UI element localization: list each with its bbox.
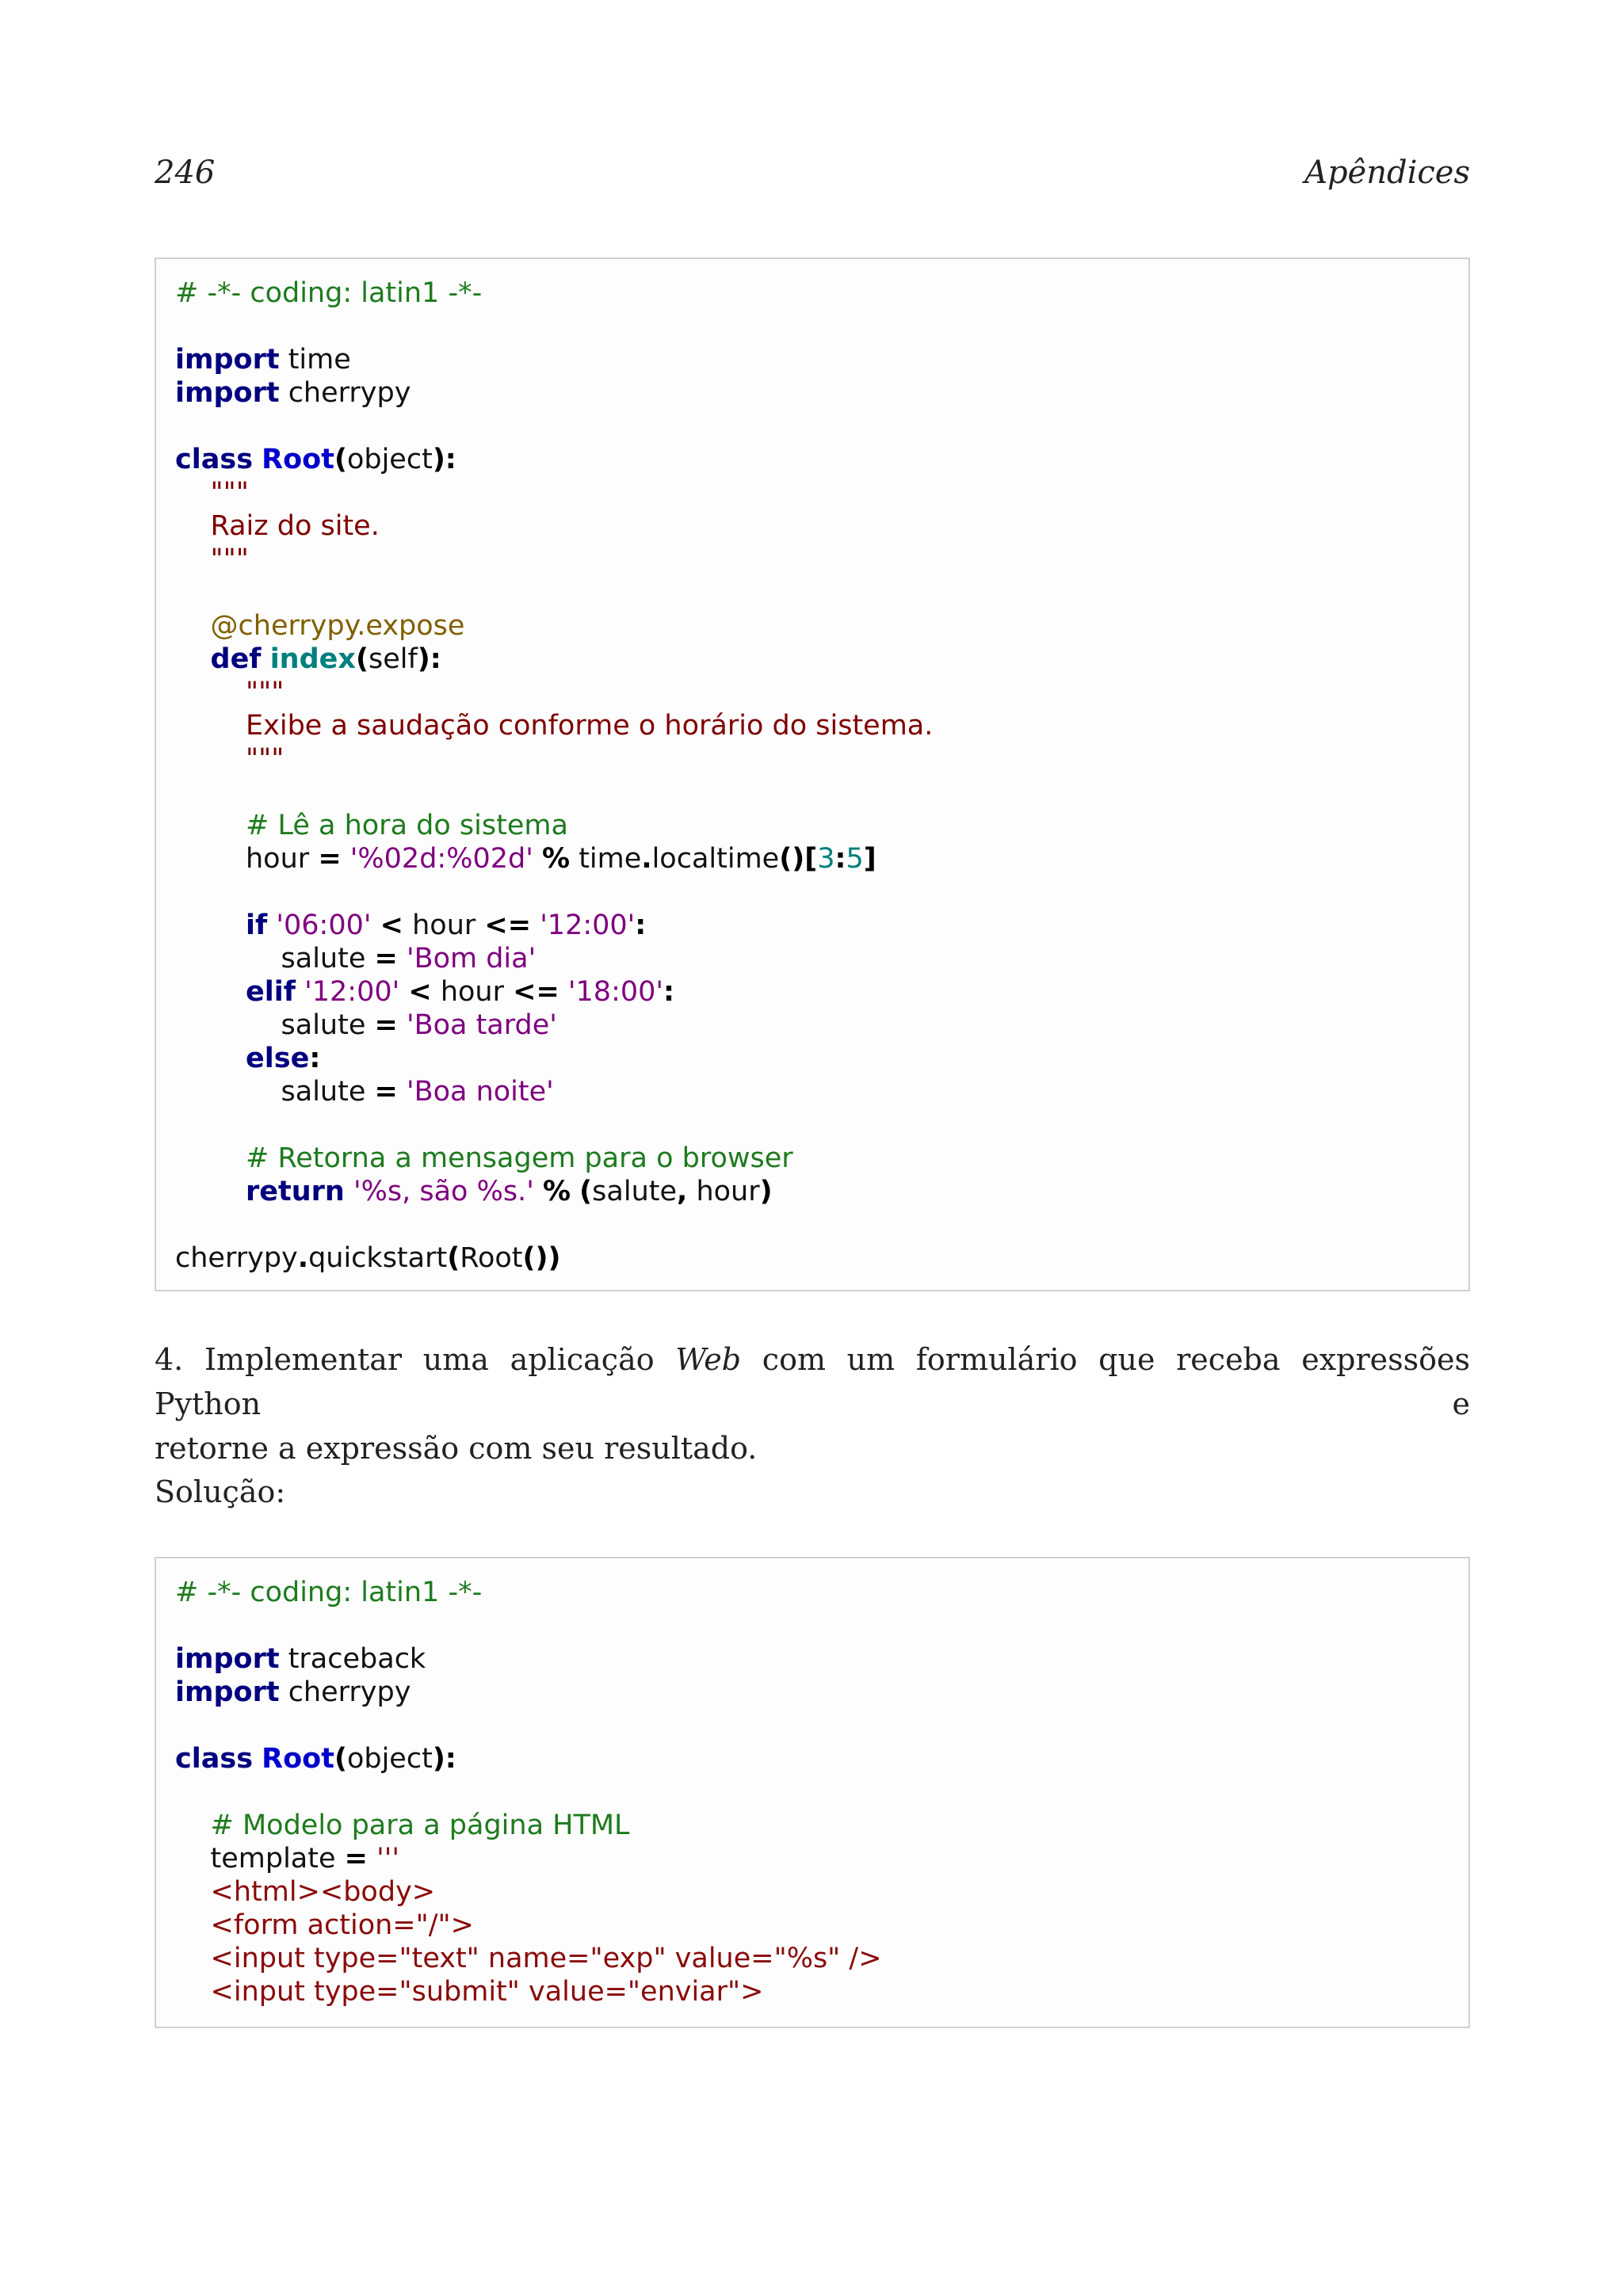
code-line <box>175 875 1449 909</box>
code-token-op: < <box>380 910 403 941</box>
code-line <box>175 1042 1449 1075</box>
code-token-plain <box>534 1176 543 1207</box>
code-token-str: '18:00' <box>567 976 664 1008</box>
code-token-op: : <box>635 910 647 941</box>
code-line <box>175 909 1449 942</box>
code-token-plain <box>175 910 246 941</box>
code-token-plain: hour <box>431 976 514 1008</box>
code-listing-1 <box>155 257 1470 1291</box>
code-line <box>175 676 1449 709</box>
code-token-plain: cherrypy <box>279 377 411 409</box>
code-token-plain: object <box>346 444 433 475</box>
code-token-plain <box>345 1176 353 1207</box>
code-token-plain <box>175 1909 211 1941</box>
code-token-plain: template <box>175 1843 345 1875</box>
code-token-kw: class <box>175 1743 254 1775</box>
code-token-plain <box>175 510 211 542</box>
code-line <box>175 643 1449 676</box>
code-token-fn: index <box>269 643 356 675</box>
code-token-plain <box>175 477 211 509</box>
code-token-plain: salute <box>175 943 375 974</box>
code-token-str: 'Boa noite' <box>406 1076 554 1108</box>
code-token-op: = <box>318 843 342 875</box>
code-token-plain <box>175 743 246 775</box>
code-token-plain <box>342 843 350 875</box>
code-token-plain <box>372 910 380 941</box>
code-token-op: ): <box>432 1743 456 1775</box>
code-token-plain <box>398 1009 407 1041</box>
code-token-plain: object <box>346 1743 433 1775</box>
code-token-plain <box>175 1043 246 1074</box>
code-line <box>175 809 1449 842</box>
code-token-html: <html><body> <box>210 1876 436 1908</box>
code-token-kw: elif <box>246 976 296 1008</box>
code-token-plain <box>175 677 246 708</box>
code-token-plain <box>175 543 211 575</box>
code-token-plain <box>399 976 408 1008</box>
code-token-kw: import <box>175 1643 280 1675</box>
code-token-op: % <box>542 1176 571 1207</box>
code-token-kw: def <box>210 643 262 675</box>
code-line <box>175 776 1449 809</box>
paragraph-text: com um formulário que receba expressões Python e <box>155 1342 1470 1421</box>
code-token-op: ( <box>334 1743 347 1775</box>
code-token-op: ( <box>579 1176 593 1207</box>
code-token-plain <box>175 643 211 675</box>
code-token-comment: # Lê a hora do sistema <box>246 810 568 841</box>
code-token-plain <box>175 1976 211 2008</box>
code-token-plain <box>296 976 304 1008</box>
code-line <box>175 709 1449 742</box>
page-number: 246 <box>155 154 216 191</box>
code-line <box>175 576 1449 609</box>
code-line <box>175 609 1449 643</box>
code-token-num: 3 <box>817 843 835 875</box>
code-line <box>175 509 1449 543</box>
exercise-4-paragraph <box>155 1337 1470 1470</box>
code-line <box>175 376 1449 410</box>
code-token-doc: """ <box>246 743 285 775</box>
running-head <box>155 154 1470 191</box>
code-token-op: . <box>641 843 652 875</box>
code-line <box>175 1642 1449 1676</box>
code-token-plain <box>571 1176 579 1207</box>
code-line <box>175 1175 1449 1208</box>
code-token-str: 'Bom dia' <box>406 943 537 974</box>
code-token-str: '%02d:%02d' <box>349 843 533 875</box>
code-token-plain <box>175 610 211 642</box>
code-token-str: '12:00' <box>540 910 636 941</box>
code-token-plain: cherrypy <box>175 1242 298 1274</box>
code-token-plain: traceback <box>279 1643 426 1675</box>
code-line <box>175 443 1449 476</box>
code-token-op: ()[ <box>779 843 818 875</box>
emphasis-web: Web <box>675 1342 742 1377</box>
code-token-doc: """ <box>246 677 285 708</box>
code-token-comment: # -*- coding: latin1 -*- <box>175 1577 483 1608</box>
code-line <box>175 1009 1449 1042</box>
code-token-op: <= <box>513 976 559 1008</box>
code-token-comment: # -*- coding: latin1 -*- <box>175 277 483 309</box>
code-token-plain <box>267 910 276 941</box>
code-token-plain: salute <box>175 1009 375 1041</box>
code-token-plain: hour <box>403 910 485 941</box>
code-token-op: ): <box>432 444 456 475</box>
code-token-plain <box>175 1943 211 1974</box>
code-token-plain <box>533 843 542 875</box>
code-token-plain <box>262 643 270 675</box>
code-token-cls: Root <box>262 444 334 475</box>
code-token-op: = <box>374 1076 398 1108</box>
code-token-plain <box>398 943 407 974</box>
code-token-html: <input type="text" name="exp" value="%s" /> <box>210 1943 882 1974</box>
code-token-plain: localtime <box>651 843 780 875</box>
code-line <box>175 1742 1449 1775</box>
code-token-op: ] <box>863 843 876 875</box>
code-line <box>175 310 1449 343</box>
code-token-op: ( <box>447 1242 460 1274</box>
code-line <box>175 1676 1449 1709</box>
code-token-plain: quickstart <box>308 1242 448 1274</box>
code-line <box>175 343 1449 376</box>
code-token-kw: return <box>246 1176 345 1207</box>
code-token-op: = <box>374 943 398 974</box>
code-line <box>175 1075 1449 1108</box>
code-token-kw: import <box>175 377 280 409</box>
code-line <box>175 1709 1449 1742</box>
code-line <box>175 975 1449 1009</box>
paragraph-line-1 <box>155 1337 1470 1426</box>
code-token-op: ()) <box>522 1242 561 1274</box>
code-token-plain <box>559 976 568 1008</box>
code-line <box>175 543 1449 576</box>
code-token-plain: hour <box>687 1176 760 1207</box>
code-token-op: ): <box>417 643 441 675</box>
code-token-op: ( <box>334 444 347 475</box>
code-token-dec: @cherrypy.expose <box>210 610 465 642</box>
code-token-str: '%s, são %s.' <box>353 1176 534 1207</box>
code-line <box>175 1842 1449 1875</box>
code-line <box>175 410 1449 443</box>
code-line <box>175 1241 1449 1275</box>
code-token-html: <form action="/"> <box>210 1909 474 1941</box>
code-token-plain: Root <box>460 1242 523 1274</box>
code-token-str: 'Boa tarde' <box>406 1009 557 1041</box>
code-token-plain: time <box>570 843 642 875</box>
code-token-kw: else <box>246 1043 310 1074</box>
code-token-kw: import <box>175 344 280 376</box>
code-token-op: ( <box>355 643 369 675</box>
code-token-kw: class <box>175 444 254 475</box>
code-token-plain <box>531 910 540 941</box>
code-line <box>175 476 1449 509</box>
code-token-html: ''' <box>376 1843 399 1875</box>
code-token-plain <box>175 976 246 1008</box>
code-token-plain <box>175 810 246 841</box>
code-token-html: <input type="submit" value="enviar"> <box>210 1976 764 2008</box>
code-token-op: % <box>541 843 571 875</box>
code-line <box>175 1108 1449 1142</box>
code-token-op: : <box>663 976 675 1008</box>
code-line <box>175 1576 1449 1609</box>
code-line <box>175 1809 1449 1842</box>
code-token-plain <box>398 1076 407 1108</box>
code-listing-2 <box>155 1557 1470 2028</box>
code-line <box>175 1875 1449 1909</box>
code-line <box>175 1975 1449 2008</box>
code-token-plain <box>175 1176 246 1207</box>
code-token-plain: cherrypy <box>279 1676 411 1708</box>
code-token-kw: import <box>175 1676 280 1708</box>
code-token-str: '06:00' <box>276 910 372 941</box>
code-token-plain <box>175 710 246 742</box>
code-token-plain <box>175 1876 211 1908</box>
code-token-plain <box>253 1743 262 1775</box>
code-token-plain: salute <box>592 1176 678 1207</box>
code-token-op: <= <box>484 910 532 941</box>
code-token-plain: time <box>279 344 351 376</box>
code-token-doc: Raiz do site. <box>210 510 380 542</box>
code-line <box>175 1609 1449 1642</box>
code-line <box>175 1142 1449 1175</box>
code-token-plain: self <box>368 643 418 675</box>
code-line <box>175 942 1449 975</box>
code-line <box>175 1775 1449 1809</box>
code-token-doc: """ <box>210 543 249 575</box>
code-token-doc: """ <box>210 477 249 509</box>
code-token-str: '12:00' <box>304 976 400 1008</box>
code-token-op: : <box>309 1043 321 1074</box>
code-line <box>175 1909 1449 1942</box>
code-token-plain <box>368 1843 376 1875</box>
code-token-plain <box>253 444 262 475</box>
paragraph-line-2: retorne a expressão com seu resultado. <box>155 1431 758 1466</box>
code-line <box>175 277 1449 310</box>
code-token-comment: # Modelo para a página HTML <box>210 1810 630 1841</box>
code-token-comment: # Retorna a mensagem para o browser <box>246 1142 793 1174</box>
code-token-plain: hour <box>175 843 319 875</box>
code-token-op: , <box>677 1176 688 1207</box>
code-token-kw: if <box>246 910 268 941</box>
code-token-op: : <box>834 843 846 875</box>
code-line <box>175 742 1449 776</box>
code-token-plain: salute <box>175 1076 375 1108</box>
code-token-op: = <box>344 1843 368 1875</box>
section-title: Apêndices <box>1304 154 1470 191</box>
code-token-op: ) <box>759 1176 773 1207</box>
code-token-op: < <box>408 976 432 1008</box>
code-token-num: 5 <box>846 843 864 875</box>
solution-label: Solução: <box>155 1474 286 1509</box>
code-token-plain <box>175 1810 211 1841</box>
code-line <box>175 1942 1449 1975</box>
code-token-op: = <box>374 1009 398 1041</box>
code-line <box>175 1208 1449 1241</box>
code-token-plain <box>175 1142 246 1174</box>
code-line <box>175 842 1449 875</box>
code-token-doc: Exibe a saudação conforme o horário do sistema. <box>246 710 934 742</box>
code-token-cls: Root <box>262 1743 334 1775</box>
code-token-op: . <box>297 1242 309 1274</box>
paragraph-text: 4. Implementar uma aplicação <box>155 1342 676 1377</box>
